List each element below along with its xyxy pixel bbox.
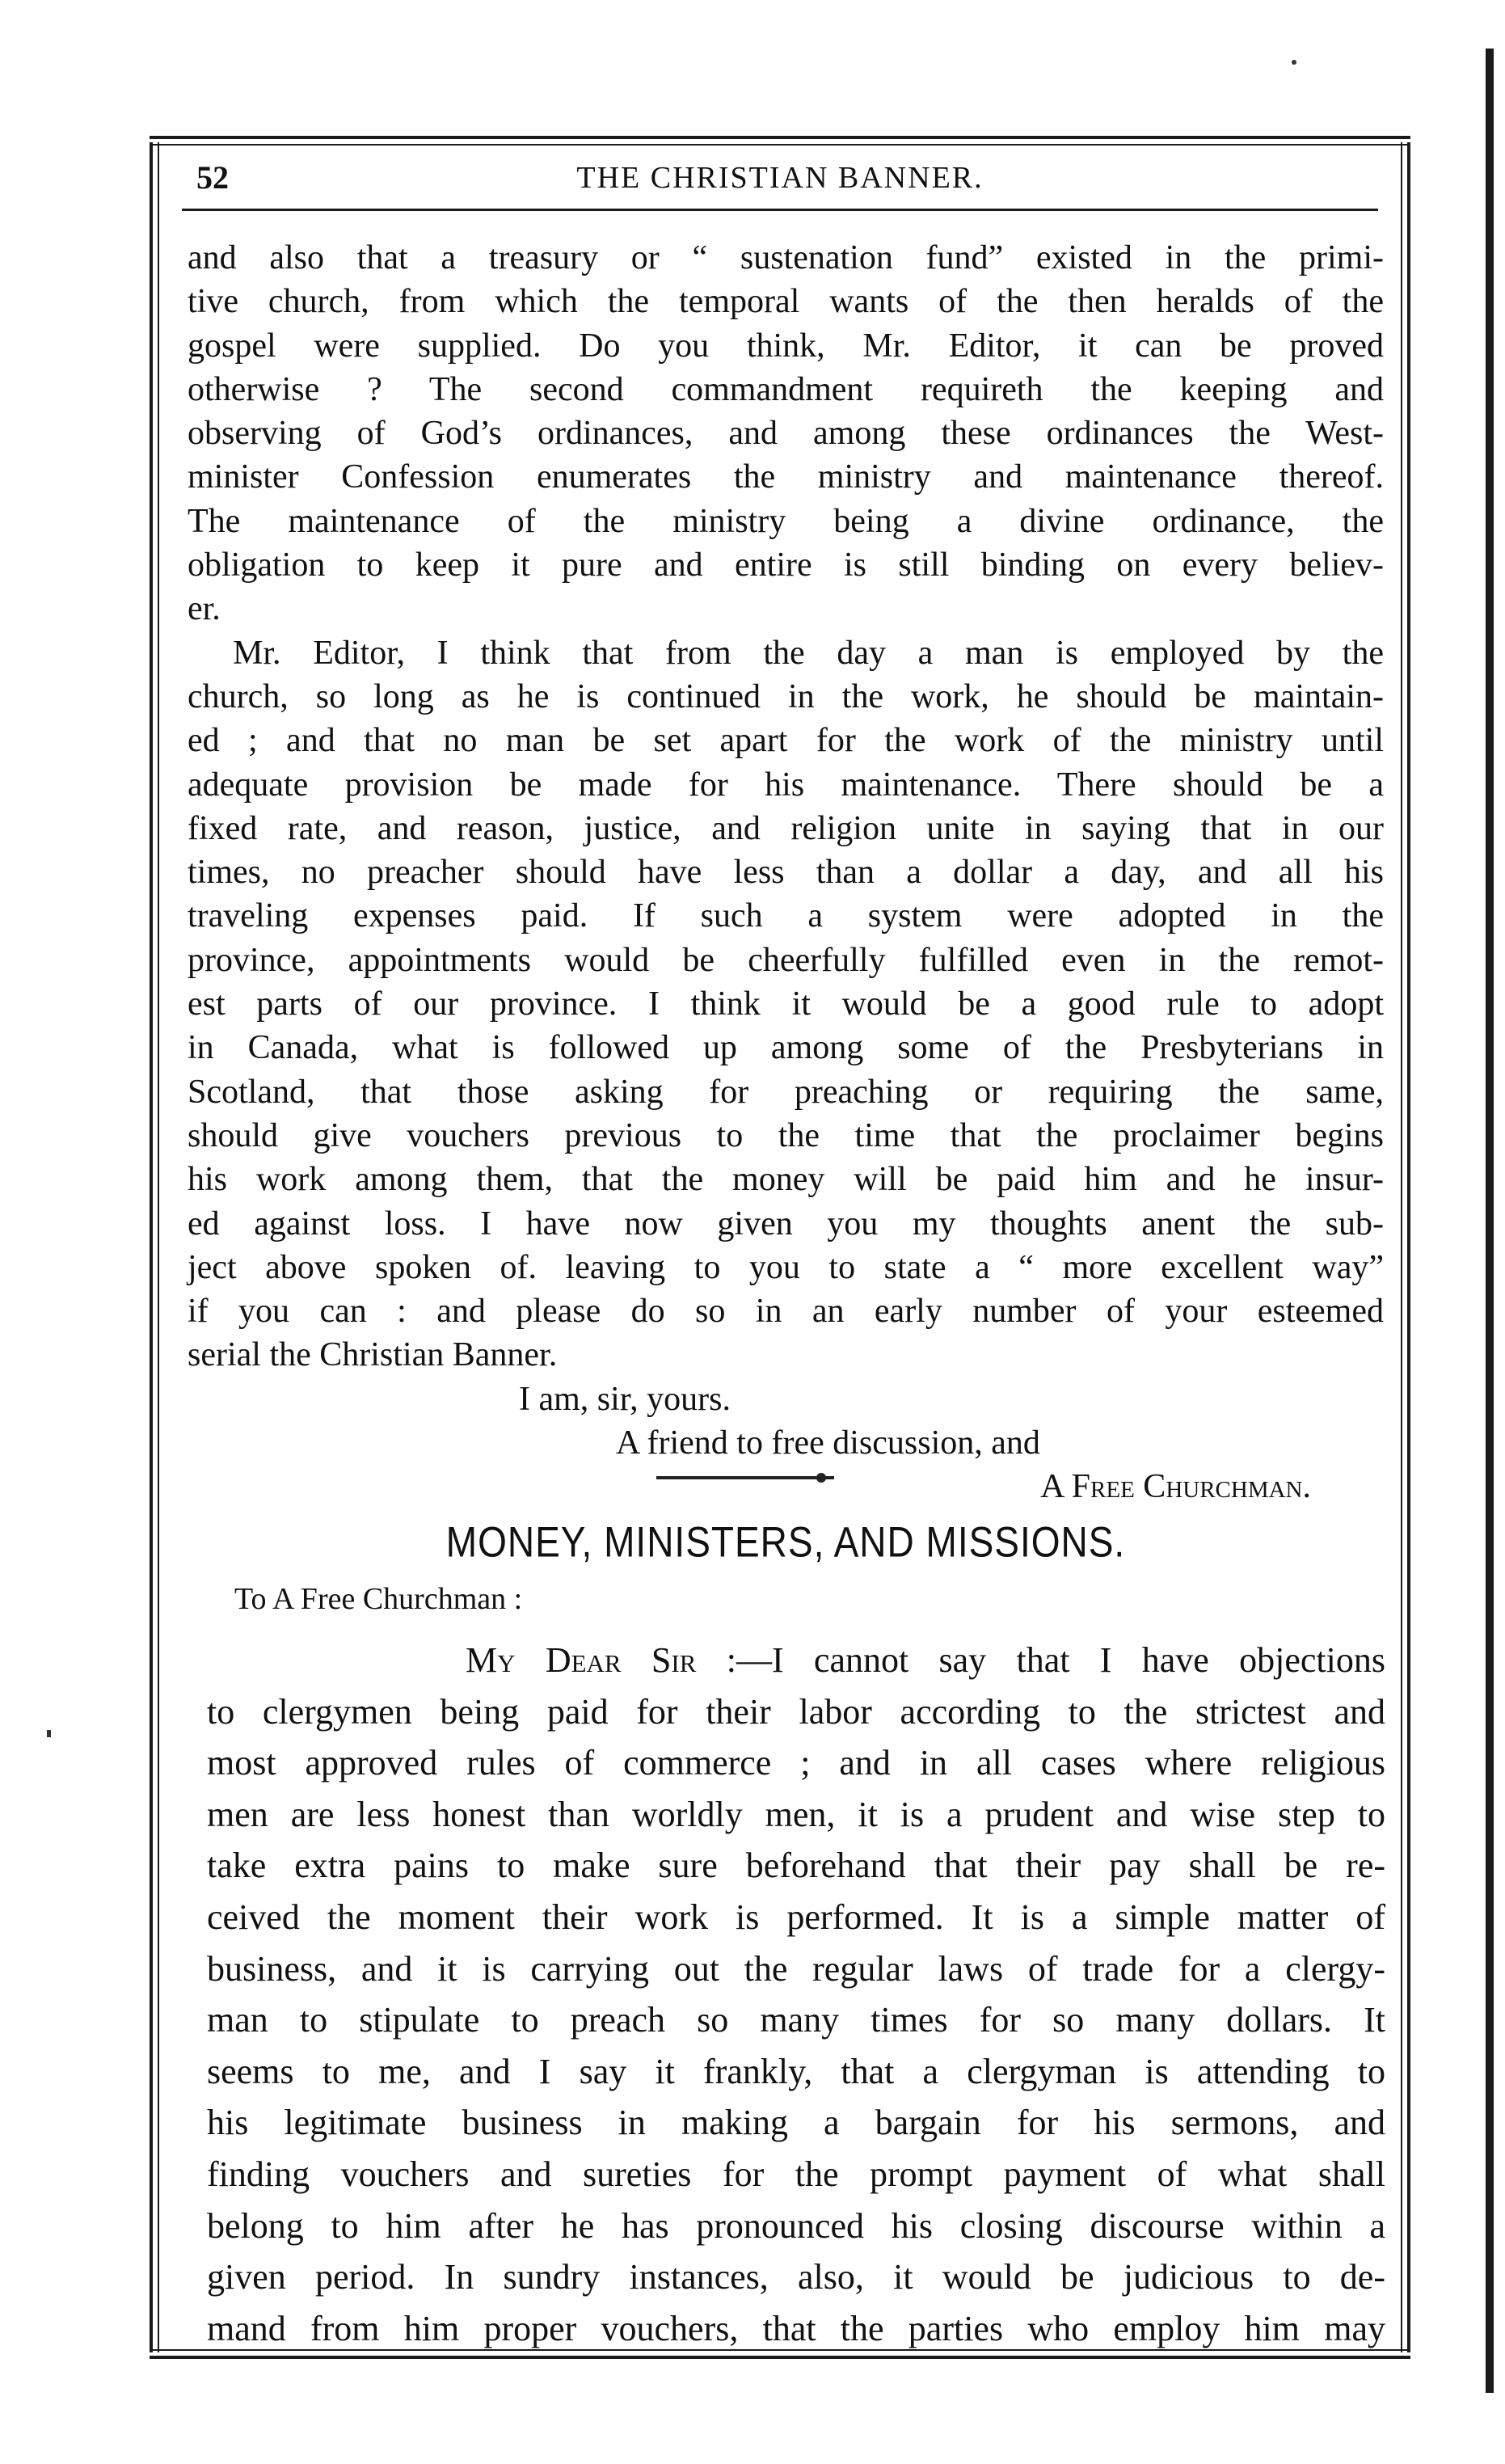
border-line [150, 2356, 1410, 2359]
text-line: er. [188, 590, 221, 628]
text-line: observing of God’s ordinances, and among these ordinances the West- [188, 415, 1384, 453]
salutation: To A Free Churchman : [234, 1582, 523, 1616]
text-line: obligation to keep it pure and entire is still binding on every believ- [188, 546, 1384, 584]
text-line: and also that a treasury or “ sustenation fund” existed in the primi- [188, 239, 1384, 276]
page-number: 52 [196, 159, 229, 196]
text-line: ed ; and that no man be set apart for the work of the ministry until [188, 722, 1384, 760]
text-line: serial the Christian Banner. [188, 1336, 558, 1374]
text-line: most approved rules of commerce ; and in all cases where religious [207, 1743, 1385, 1783]
text-line: times, no preacher should have less than a dollar a day, and all his [188, 854, 1384, 892]
text-line [207, 1635, 1385, 1686]
text-line: if you can : and please do so in an early number of your esteemed [188, 1293, 1384, 1331]
text-line: adequate provision be made for his maintenance. There should be a [188, 766, 1384, 804]
journal-title: THE CHRISTIAN BANNER. [576, 161, 984, 195]
border-line [1407, 142, 1410, 2352]
text-line: business, and it is carrying out the regular laws of trade for a clergy- [207, 1948, 1385, 1989]
text-line: gospel were supplied. Do you think, Mr. Editor, it can be proved [188, 327, 1384, 365]
text-line: Mr. Editor, I think that from the day a man is employed by the [233, 634, 1384, 672]
text-line: take extra pains to make sure beforehand that their pay shall be re- [207, 1846, 1385, 1886]
text-line: mand from him proper vouchers, that the parties who employ him may [207, 2308, 1385, 2348]
section-divider-dot [816, 1473, 826, 1483]
text-line: The maintenance of the ministry being a divine ordinance, the [188, 502, 1384, 540]
speck [1292, 60, 1296, 65]
article-title: MONEY, MINISTERS, AND MISSIONS. [445, 1517, 1126, 1566]
text-line: tive church, from which the temporal wants of the then heralds of the [188, 283, 1384, 321]
text-line: ject above spoken of. leaving to you to state a “ more excellent way” [188, 1248, 1384, 1286]
border-line [150, 144, 1410, 146]
text-line: man to stipulate to preach so many times for so many dollars. It [207, 2000, 1385, 2040]
greeting: My Dear Sir [466, 1640, 697, 1680]
text-line: ed against loss. I have now given you my thoughts anent the sub- [188, 1205, 1384, 1243]
page-edge-shadow [1486, 49, 1494, 2393]
text-line: his work among them, that the money will be paid him and he insur- [188, 1161, 1384, 1199]
running-head [182, 154, 1378, 207]
text-line: minister Confession enumerates the ministry and maintenance thereof. [188, 458, 1384, 496]
closing-line: I am, sir, yours. [519, 1380, 731, 1418]
text-line: given period. In sundry instances, also, it would be judicious to de- [207, 2257, 1385, 2297]
text-line: to clergymen being paid for their labor according to the strictest and [207, 1691, 1385, 1732]
text-line: traveling expenses paid. If such a system were adopted in the [188, 897, 1384, 935]
header-rule [182, 209, 1378, 211]
text-line: church, so long as he is continued in the work, he should be maintain- [188, 677, 1384, 715]
text-line: otherwise ? The second commandment requireth the keeping and [188, 370, 1384, 408]
border-line [1401, 142, 1402, 2352]
text-line: seems to me, and I say it frankly, that a clergyman is attending to [207, 2051, 1385, 2091]
text-line: men are less honest than worldly men, it is a prudent and wise step to [207, 1794, 1385, 1834]
text-line: belong to him after he has pronounced his closing discourse within a [207, 2205, 1385, 2246]
border-line [158, 142, 159, 2352]
closing-line: A friend to free discussion, and [616, 1424, 1040, 1462]
article-body [207, 1635, 1385, 2354]
text-line: ceived the moment their work is performed. It is a simple matter of [207, 1897, 1385, 1937]
text-line: his legitimate business in making a bargain for his sermons, and [207, 2103, 1385, 2143]
text-line: province, appointments would be cheerfully fulfilled even in the remot- [188, 941, 1384, 979]
speck [47, 1730, 51, 1737]
text-line: should give vouchers previous to the time that the proclaimer begins [188, 1116, 1384, 1154]
text-line: in Canada, what is followed up among some of the Presbyterians in [188, 1029, 1384, 1067]
border-line [150, 136, 1410, 139]
text-line: est parts of our province. I think it would be a good rule to adopt [188, 985, 1384, 1023]
border-line [150, 142, 153, 2352]
greeting-continuation: :—I cannot say that I have objections [696, 1640, 1385, 1680]
text-line: finding vouchers and sureties for the prompt payment of what shall [207, 2154, 1385, 2194]
text-line: Scotland, that those asking for preaching or requiring the same, [188, 1073, 1384, 1111]
signature: A Free Churchman. [1040, 1468, 1311, 1506]
text-line: fixed rate, and reason, justice, and religion unite in saying that in our [188, 809, 1384, 847]
section-divider [656, 1476, 834, 1479]
letter-body [188, 236, 1384, 1509]
